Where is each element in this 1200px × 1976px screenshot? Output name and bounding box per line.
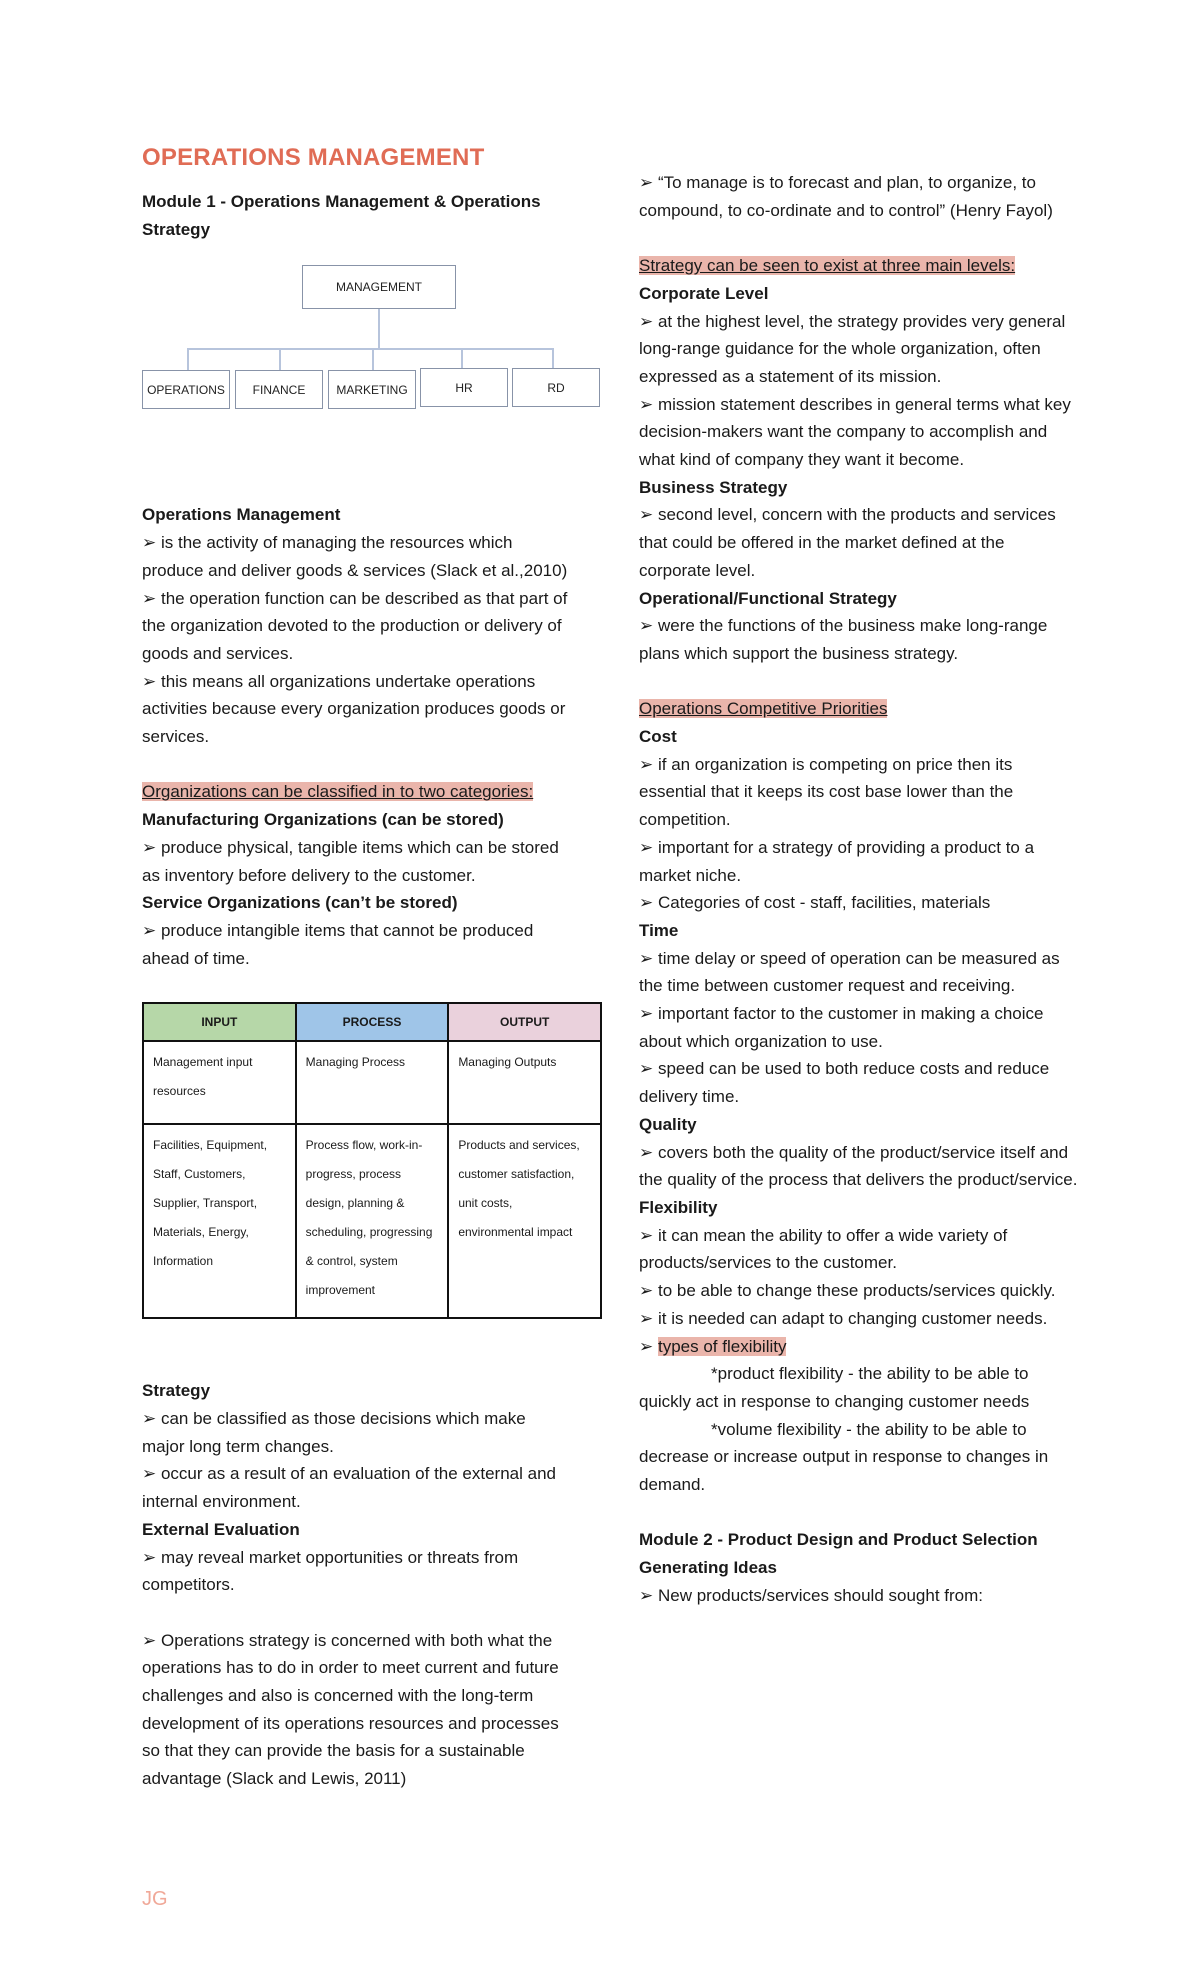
- time-bullet: ➢ time delay or speed of operation can be measured as the time between customer request and receiving.: [639, 948, 1060, 996]
- org-node-rd: RD: [512, 368, 600, 407]
- corporate-level-bullet: ➢ mission statement describes in general terms what key decision-makers want the company to accomplish and what kind of company they want it become.: [639, 394, 1071, 470]
- cost-heading: Cost: [639, 727, 677, 747]
- module2-heading: Module 2 - Product Design and Product Selection: [639, 1530, 1038, 1550]
- org-node-finance: FINANCE: [235, 370, 323, 409]
- org-connector: [461, 348, 463, 368]
- ipo-header-input: INPUT: [143, 1003, 296, 1041]
- operations-strategy-paragraph: ➢ Operations strategy is concerned with both what the operations has to do in order to meet current and future challenges and also is concerned with the long-term development of its operations resources and processes so that they can provide the basis for a sustainable advantage (Slack and Lewis, 2011): [142, 1630, 559, 1789]
- strategy-levels-heading: Strategy can be seen to exist at three main levels:: [639, 256, 1016, 276]
- org-connector: [372, 348, 374, 370]
- service-heading: Service Organizations (can’t be stored): [142, 893, 458, 913]
- ipo-header-process: PROCESS: [296, 1003, 449, 1041]
- org-connector: [378, 309, 380, 349]
- org-connector: [187, 348, 552, 350]
- time-bullet: ➢ speed can be used to both reduce costs and reduce delivery time.: [639, 1059, 1050, 1107]
- quality-bullet: ➢ covers both the quality of the product/service itself and the quality of the process that delivers the product/service.: [639, 1142, 1078, 1190]
- manufacturing-bullet: ➢ produce physical, tangible items which can be stored as inventory before delivery to the customer.: [142, 837, 559, 885]
- external-evaluation-heading: External Evaluation: [142, 1519, 300, 1539]
- time-heading: Time: [639, 920, 679, 940]
- flexibility-bullet: ➢ to be able to change these products/services quickly.: [639, 1281, 1056, 1301]
- competitive-priorities-heading: Operations Competitive Priorities: [639, 699, 888, 719]
- table-cell: Managing Outputs: [448, 1041, 601, 1124]
- org-classification-heading: Organizations can be classified in to two categories:: [142, 782, 534, 802]
- ipo-header-output: OUTPUT: [448, 1003, 601, 1041]
- manufacturing-heading: Manufacturing Organizations (can be stored): [142, 810, 504, 830]
- org-chart: [142, 265, 602, 415]
- functional-strategy-bullet: ➢ were the functions of the business make long-range plans which support the business strategy.: [639, 616, 1048, 663]
- om-heading: Operations Management: [142, 505, 341, 525]
- generating-ideas-bullet: ➢ New products/services should sought from:: [639, 1585, 984, 1605]
- org-node-hr: HR: [420, 368, 508, 407]
- strategy-bullet: ➢ can be classified as those decisions which make major long term changes.: [142, 1409, 526, 1456]
- functional-strategy-heading: Operational/Functional Strategy: [639, 588, 897, 608]
- org-connector: [552, 348, 554, 368]
- flexibility-heading: Flexibility: [639, 1197, 718, 1217]
- right-column: [639, 169, 1079, 1610]
- corporate-level-bullet: ➢ at the highest level, the strategy provides very general long-range guidance for the whole organization, often expressed as a statement of its mission.: [639, 311, 1066, 386]
- fayol-quote: ➢ “To manage is to forecast and plan, to organize, to compound, to co-ordinate and to control” (Henry Fayol): [639, 173, 1053, 220]
- footer-initials: JG: [142, 1888, 168, 1910]
- left-column: [142, 140, 580, 1793]
- org-connector: [279, 348, 281, 370]
- product-flexibility-continuation: quickly act in response to changing customer needs: [639, 1391, 1030, 1411]
- cost-bullet: ➢ important for a strategy of providing a product to a market niche.: [639, 837, 1035, 885]
- om-bullet: ➢ this means all organizations undertake operations activities because every organization produces goods or services.: [142, 671, 566, 747]
- table-cell: Process flow, work-in-progress, process design, planning & scheduling, progressing & control, system improvement: [296, 1124, 449, 1318]
- module1-heading: Module 1 - Operations Management & Operations Strategy: [142, 192, 541, 239]
- cost-bullet: ➢ if an organization is competing on price then its essential that it keeps its cost base lower than the competition.: [639, 754, 1014, 830]
- ipo-table: [142, 1002, 602, 1319]
- time-bullet: ➢ important factor to the customer in making a choice about which organization to use.: [639, 1004, 1044, 1051]
- corporate-level-heading: Corporate Level: [639, 283, 769, 303]
- om-bullet: ➢ is the activity of managing the resources which produce and deliver goods & services (Slack et al.,2010): [142, 533, 568, 580]
- table-cell: Managing Process: [296, 1041, 449, 1124]
- org-node-root: MANAGEMENT: [302, 265, 456, 309]
- org-node-operations: OPERATIONS: [142, 370, 230, 409]
- generating-ideas-heading: Generating Ideas: [639, 1558, 777, 1578]
- cost-bullet: ➢ Categories of cost - staff, facilities, materials: [639, 893, 991, 913]
- table-cell: Facilities, Equipment, Staff, Customers, Supplier, Transport, Materials, Energy, Information: [143, 1124, 296, 1318]
- om-bullet: ➢ the operation function can be described as that part of the organization devoted to the production or delivery of goods and services.: [142, 588, 568, 663]
- table-row: [143, 1124, 601, 1318]
- table-header-row: [143, 1003, 601, 1041]
- quality-heading: Quality: [639, 1114, 697, 1134]
- volume-flexibility-line: *volume flexibility - the ability to be able to: [711, 1419, 1027, 1439]
- bullet-arrow: ➢: [639, 1336, 654, 1356]
- flexibility-bullet: ➢ it can mean the ability to offer a wide variety of products/services to the customer.: [639, 1225, 1008, 1273]
- table-cell: Management input resources: [143, 1041, 296, 1124]
- volume-flexibility-continuation: decrease or increase output in response to changes in demand.: [639, 1447, 1049, 1495]
- flexibility-bullet: ➢ it is needed can adapt to changing customer needs.: [639, 1308, 1048, 1328]
- types-of-flexibility: types of flexibility: [657, 1336, 787, 1356]
- document-title: OPERATIONS MANAGEMENT: [142, 144, 485, 171]
- table-cell: Products and services, customer satisfaction, unit costs, environmental impact: [448, 1124, 601, 1318]
- business-strategy-bullet: ➢ second level, concern with the products and services that could be offered in the market defined at the corporate level.: [639, 505, 1056, 580]
- org-connector: [187, 348, 189, 370]
- product-flexibility-line: *product flexibility - the ability to be able to: [711, 1364, 1029, 1384]
- strategy-bullet: ➢ occur as a result of an evaluation of the external and internal environment.: [142, 1464, 556, 1512]
- external-evaluation-bullet: ➢ may reveal market opportunities or threats from competitors.: [142, 1547, 519, 1595]
- strategy-heading: Strategy: [142, 1381, 211, 1401]
- table-row: [143, 1041, 601, 1124]
- org-node-marketing: MARKETING: [328, 370, 416, 409]
- business-strategy-heading: Business Strategy: [639, 477, 788, 497]
- service-bullet: ➢ produce intangible items that cannot be produced ahead of time.: [142, 920, 534, 968]
